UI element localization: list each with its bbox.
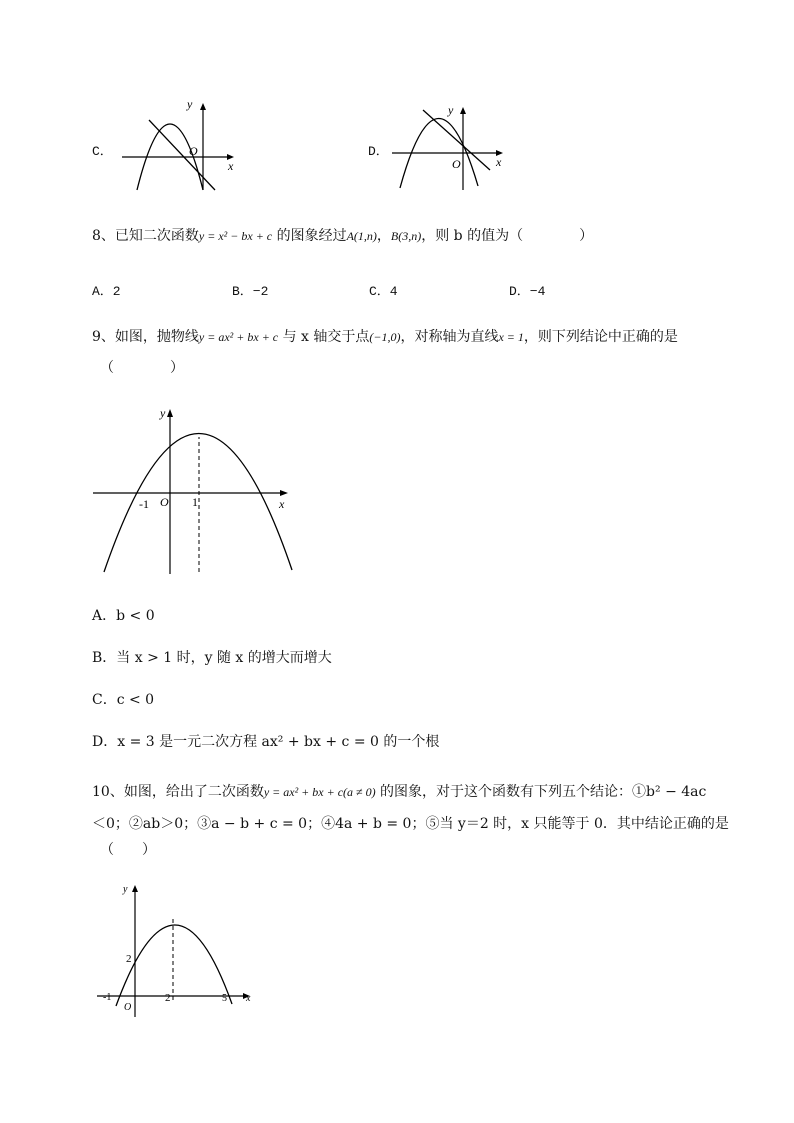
q9-option-b: [92, 648, 332, 668]
q8-option-d: D．−4: [509, 284, 546, 299]
straight-line: [149, 120, 215, 190]
y-intercept-label: 2: [126, 953, 132, 965]
q10-paren: （ ）: [100, 842, 156, 858]
question-10-line-2: ＜0；②ab＞0；③a − b + c = 0；④4a + b = 0；⑤当 y＝2 时，x 只能等于 0．其中结论正确的是: [92, 816, 729, 832]
y-label: y: [160, 406, 166, 420]
q8-prefix: 8、已知二次函数: [92, 228, 199, 244]
y-label: y: [448, 103, 454, 117]
origin-label: O: [124, 1002, 132, 1013]
y-axis-arrow: [460, 107, 466, 114]
origin-label: O: [452, 157, 461, 171]
q8-sep: ，: [376, 228, 391, 244]
q9-mid: 与 x 轴交于点: [278, 329, 370, 345]
q9-paren: （ ）: [100, 360, 184, 376]
q8-mid: 的图象经过: [272, 228, 347, 244]
y-axis-arrow: [132, 885, 138, 892]
q9-option-d-text: D．x = 3 是一元二次方程 ax² + bx + c = 0 的一个根: [92, 734, 440, 750]
q8-option-c: C．4: [369, 284, 398, 299]
two-x-label: 2: [165, 992, 171, 1004]
q8-option-a: A．2: [92, 284, 121, 299]
q9-prefix: 9、如图，抛物线: [92, 329, 199, 345]
graph-option-d: [388, 100, 513, 195]
q8-formula: y = x² − bx + c: [198, 229, 273, 243]
q8-option-b: B．−2: [232, 284, 269, 299]
q10-formula: y = ax² + bx + c(a ≠ 0): [263, 785, 376, 799]
x-label: x: [246, 993, 251, 1004]
neg1-label: -1: [103, 992, 112, 1003]
q9-point: (−1,0): [369, 330, 401, 344]
q9-axis: x = 1: [498, 330, 524, 344]
y-label: y: [123, 884, 128, 895]
q9-formula: y = ax² + bx + c: [198, 330, 279, 344]
x-axis-arrow: [280, 490, 288, 496]
graph-option-c: [112, 98, 242, 198]
option-c-label: C．: [92, 144, 113, 159]
x-label: x: [496, 155, 502, 169]
question-10-line-1: [92, 782, 706, 802]
q10-line1-suffix: 的图象，对于这个函数有下列五个结论：①b² − 4ac: [375, 784, 707, 800]
parabola-curve: [116, 925, 232, 1006]
origin-label: O: [189, 144, 198, 158]
q9-mid2: ，对称轴为直线: [400, 329, 499, 345]
x-label: x: [279, 497, 285, 511]
question-9: [92, 327, 678, 347]
neg1-label: -1: [139, 497, 149, 511]
parabola-curve: [104, 433, 292, 572]
q9-suffix: ，则下列结论中正确的是: [523, 329, 678, 345]
q8-point-b: B(3,n): [390, 229, 422, 243]
q9-option-a: [92, 606, 155, 626]
option-d-label: D．: [368, 144, 389, 159]
q9-option-b-text: B．当 x > 1 时，y 随 x 的增大而增大: [92, 650, 332, 666]
y-label: y: [187, 98, 193, 111]
q8-point-a: A(1,n): [346, 229, 377, 243]
y-axis-arrow: [200, 103, 206, 110]
five-label: 5: [222, 993, 227, 1004]
origin-label: O: [160, 495, 169, 509]
q10-prefix: 10、如图，给出了二次函数: [92, 784, 264, 800]
q9-option-d: [92, 732, 439, 752]
x-label: x: [228, 159, 234, 173]
q10-graph: [95, 880, 260, 1020]
q8-suffix: ，则 b 的值为（ ）: [421, 228, 594, 244]
question-8: [92, 226, 593, 246]
q9-option-a-text: A．b < 0: [92, 608, 155, 624]
q9-option-c: [92, 690, 154, 710]
one-label: 1: [192, 495, 198, 509]
y-axis-arrow: [167, 409, 173, 417]
q9-graph: [88, 402, 298, 582]
q9-option-c-text: C．c < 0: [92, 692, 155, 708]
